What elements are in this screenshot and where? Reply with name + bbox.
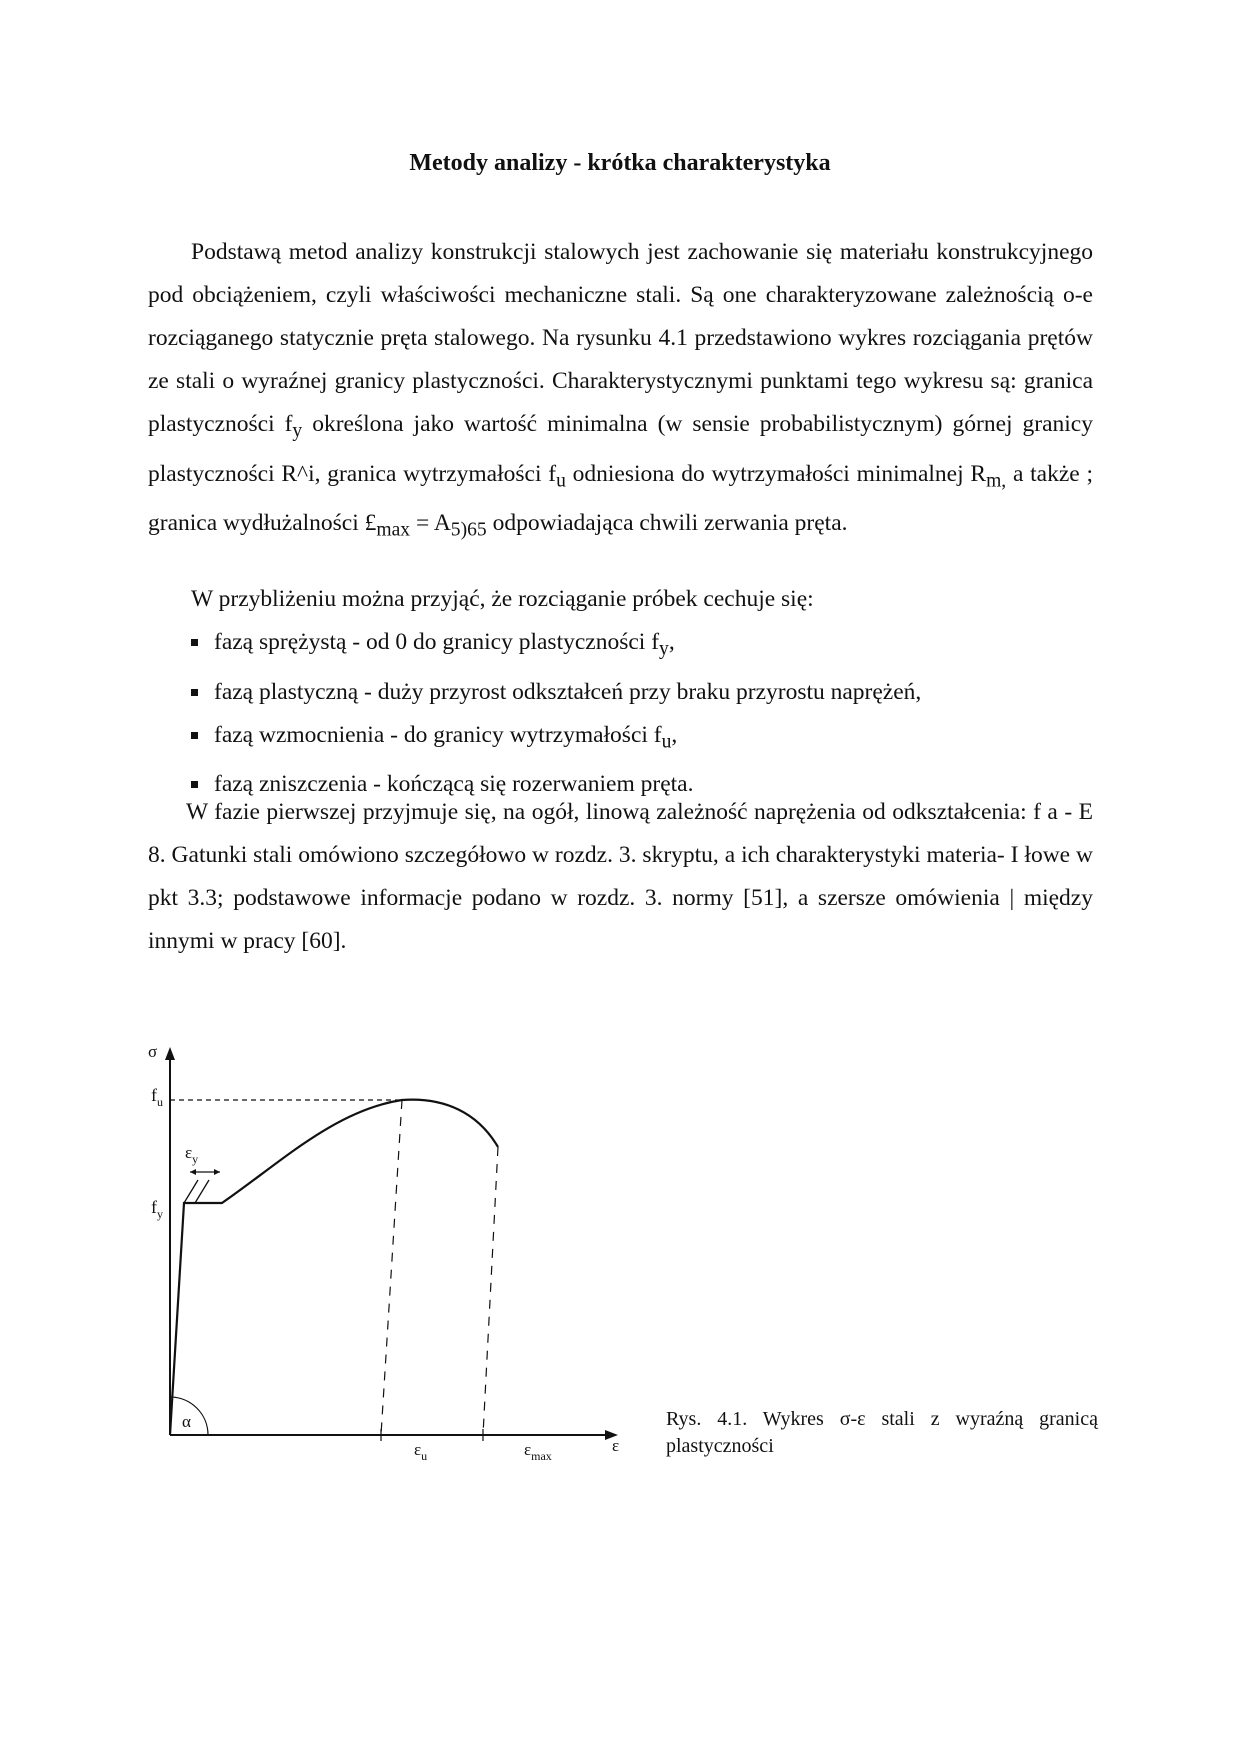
stress-strain-diagram bbox=[140, 1035, 660, 1475]
list-item: fazą zniszczenia - kończącą się rozerwaniem pręta. bbox=[186, 763, 921, 806]
paragraph-linear-phase: W fazie pierwszej przyjmuje się, na ogół, linową zależność naprężenia od odkształcenia: f a - E 8. Gatunki stali omówiono szczegółowo w rozdz. 3. skryptu, a ich charakterystyki materia- I łowe w pkt 3.3; podstawowe informacje podano w rozdz. 3. normy [51], a szersze omówienia | między innymi w pracy [60]. bbox=[148, 799, 1093, 954]
bullet-icon bbox=[191, 732, 198, 739]
eps-u-dashed-line bbox=[381, 1100, 402, 1435]
list-item: fazą sprężystą - od 0 do granicy plastyczności $f_y$, bbox=[186, 621, 921, 671]
phase-list bbox=[186, 621, 921, 806]
list-item: fazą plastyczną - duży przyrost odkształceń przy braku przyrostu naprężeń, bbox=[186, 671, 921, 714]
bullet-icon bbox=[191, 781, 198, 788]
bullet-icon bbox=[191, 639, 198, 646]
eps-max-label: $\varepsilon_{max}$ bbox=[524, 1440, 552, 1463]
eps-y-arrow-icon bbox=[190, 1169, 196, 1175]
eps-y-tick-left bbox=[184, 1180, 198, 1203]
alpha-label: α bbox=[182, 1412, 191, 1431]
x-axis-label: ε bbox=[612, 1436, 620, 1455]
list-item: fazą wzmocnienia - do granicy wytrzymałości $f_u$, bbox=[186, 714, 921, 764]
stress-strain-curve bbox=[170, 1100, 498, 1435]
paragraph-phases-intro: W przybliżeniu można przyjąć, że rozciąganie próbek cechuje się: bbox=[191, 586, 814, 612]
page-title: Metody analizy - krótka charakterystyka bbox=[409, 150, 831, 176]
eps-y-label: $\varepsilon_y$ bbox=[185, 1143, 199, 1166]
figure-caption: Rys. 4.1. Wykres σ-ε stali z wyraźną granicą plastyczności bbox=[666, 1408, 1098, 1457]
fu-label: $f_u$ bbox=[151, 1085, 163, 1109]
eps-y-tick-right bbox=[195, 1180, 209, 1203]
eps-u-label: $\varepsilon_u$ bbox=[414, 1440, 428, 1463]
y-axis-label: σ bbox=[148, 1042, 158, 1061]
fy-label: $f_y$ bbox=[151, 1197, 163, 1221]
bullet-icon bbox=[191, 689, 198, 696]
eps-max-dashed-line bbox=[483, 1147, 498, 1435]
y-axis-arrow-icon bbox=[165, 1047, 175, 1060]
eps-y-arrow-icon bbox=[214, 1169, 220, 1175]
paragraph-intro: Podstawą metod analizy konstrukcji stalowych jest zachowanie się materiału konstrukcyjnego pod obciążeniem, czyli właściwości mechaniczne stali. Są one charakteryzowane zależnością o-e rozciąganego statycznie pręta stalowego. Na rysunku 4.1 przedstawiono wykres rozciągania prętów ze stali o wyraźnej granicy plastyczności. Charakterystycznymi punktami tego wykresu są: granica plastyczności $f_y$ określona jako wartość minimalna (w sensie probabilistycznym) górnej granicy plastyczności R^i, granica wytrzymałości $f_u$ odniesiona do wytrzymałości minimalnej $R_{m,}$ a także ; granica wydłużalności $£_{max} = A_{5)65}$ odpowiadająca chwili zerwania pręta. bbox=[148, 239, 1094, 542]
